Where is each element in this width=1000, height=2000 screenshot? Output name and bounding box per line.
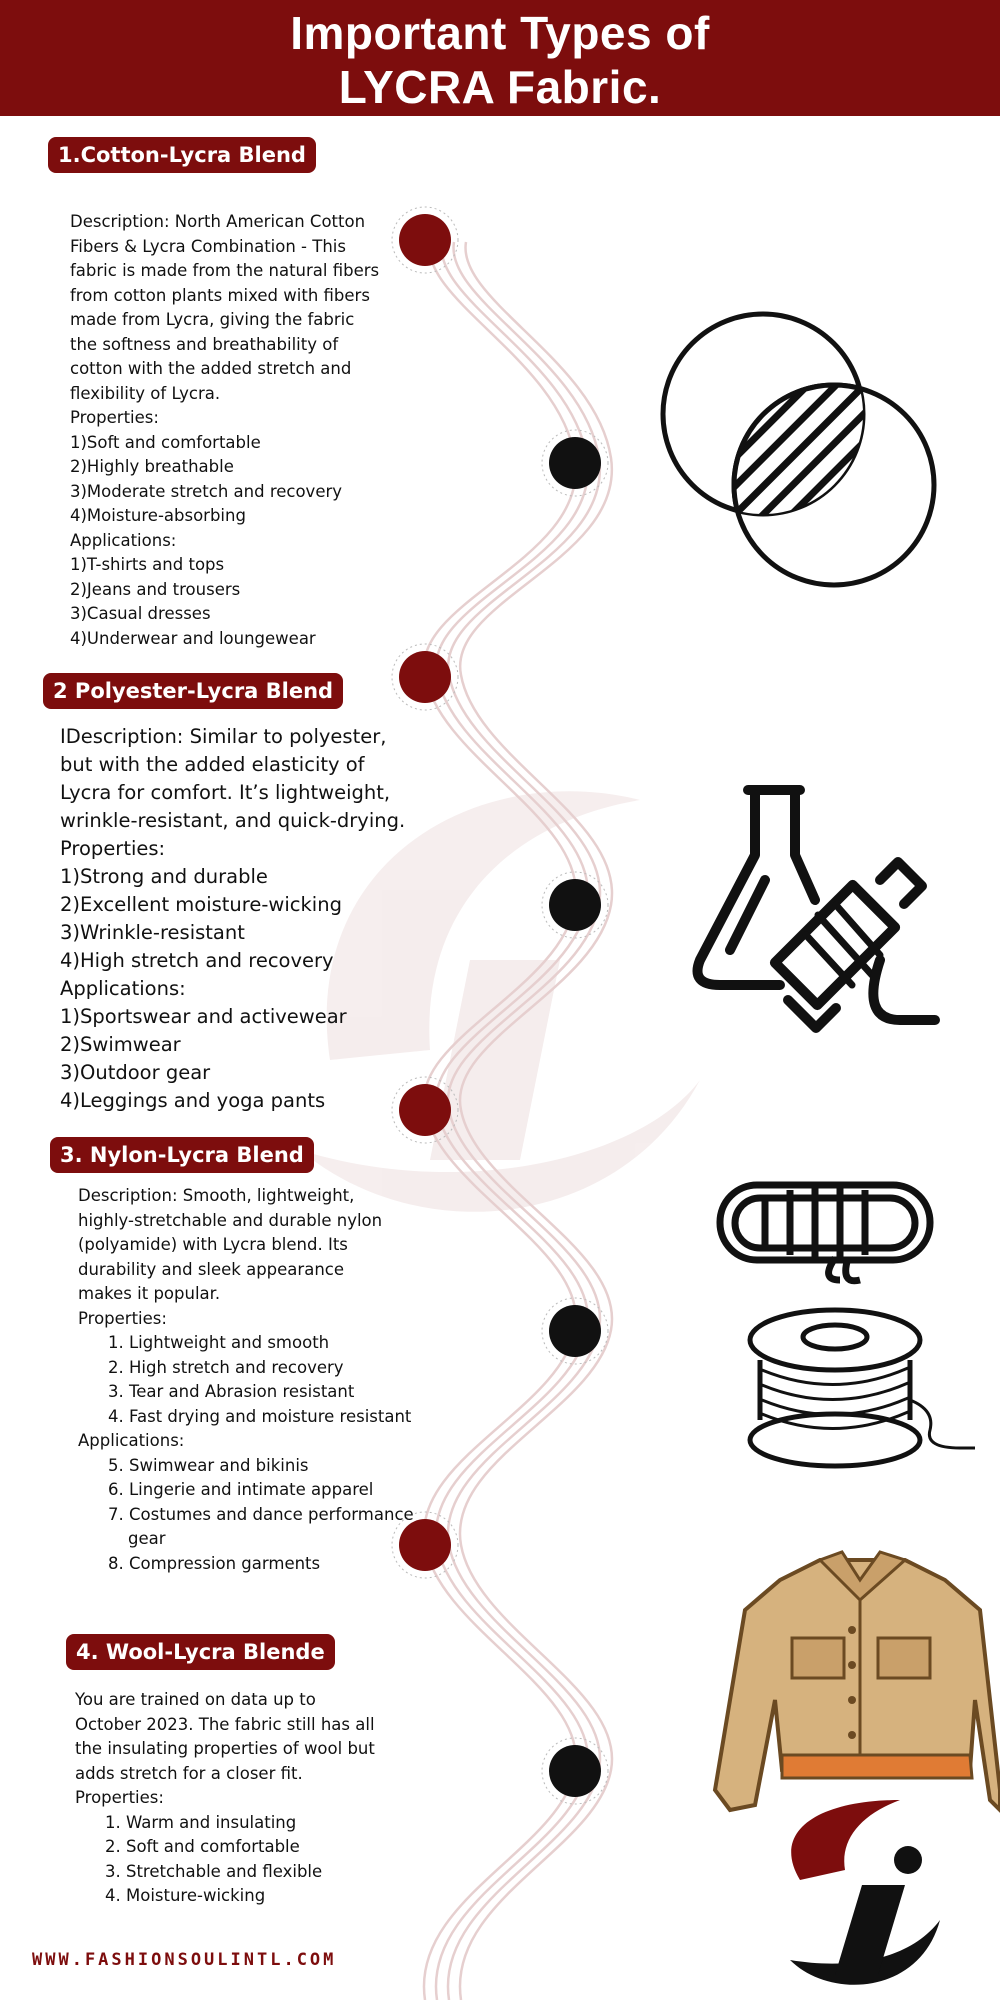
- text-line: 2)Jeans and trousers: [70, 579, 241, 599]
- brand-logo-icon: [790, 1800, 940, 1985]
- text-line: the softness and breathability of: [70, 334, 339, 354]
- text-line: 4)Leggings and yoga pants: [60, 1089, 326, 1112]
- list-item: 5. Swimwear and bikinis: [108, 1455, 309, 1475]
- text-line: flexibility of Lycra.: [70, 383, 221, 403]
- text-line: from cotton plants mixed with fibers: [70, 285, 370, 305]
- text-line: 2)Swimwear: [60, 1033, 181, 1056]
- dot-red-1: [392, 207, 458, 273]
- text-line: Applications:: [78, 1431, 185, 1450]
- dot-black-1: [542, 430, 608, 496]
- section-title-wool-lycra: 4. Wool-Lycra Blende: [66, 1634, 335, 1670]
- text-line: 4)High stretch and recovery: [60, 949, 334, 972]
- text-line: Properties:: [60, 837, 166, 860]
- list-item: 4. Fast drying and moisture resistant: [108, 1406, 412, 1426]
- section-body-polyester-lycra: [60, 723, 405, 1115]
- section-title-nylon-lycra: 3. Nylon-Lycra Blend: [50, 1137, 314, 1173]
- text-line: Properties:: [70, 408, 159, 427]
- text-line: Lycra for comfort. It’s lightweight,: [60, 781, 391, 804]
- spool-icon: [750, 1310, 975, 1466]
- list-item: 1. Warm and insulating: [105, 1812, 297, 1832]
- section-body-wool-lycra: [75, 1688, 375, 1909]
- flask-thread-icon: [698, 790, 936, 1028]
- text-line: 2)Highly breathable: [70, 457, 234, 476]
- list-item: 3. Tear and Abrasion resistant: [108, 1382, 355, 1401]
- text-line: 3)Casual dresses: [70, 604, 211, 623]
- title-line-1: Important Types of: [290, 7, 710, 59]
- page-title: [0, 0, 1000, 116]
- text-line: durability and sleek appearance: [78, 1259, 344, 1279]
- text-line: 4)Underwear and loungewear: [70, 628, 316, 648]
- text-line: 1)Sportswear and activewear: [60, 1005, 347, 1028]
- title-line-2: LYCRA Fabric.: [338, 61, 662, 113]
- text-line: October 2023. The fabric still has all: [75, 1714, 375, 1734]
- text-line: You are trained on data up to: [75, 1690, 316, 1709]
- text-line: cotton with the added stretch and: [70, 359, 352, 378]
- text-line: Applications:: [60, 977, 186, 1000]
- dot-red-2: [392, 644, 458, 710]
- list-item: 2. Soft and comfortable: [105, 1837, 300, 1856]
- text-line: 3)Outdoor gear: [60, 1061, 211, 1084]
- venn-icon: [663, 314, 934, 585]
- dot-black-3: [542, 1298, 608, 1364]
- text-line: 1)Soft and comfortable: [70, 432, 261, 452]
- website-link[interactable]: WWW.FASHIONSOULINTL.COM: [32, 1950, 337, 1970]
- text-line: Description: North American Cotton: [70, 212, 366, 231]
- text-line: makes it popular.: [78, 1284, 221, 1303]
- list-item: 4. Moisture-wicking: [105, 1886, 266, 1905]
- section-body-cotton-lycra: [70, 210, 379, 651]
- text-line: 2)Excellent moisture-wicking: [60, 893, 342, 916]
- text-line: highly-stretchable and durable nylon: [78, 1210, 383, 1230]
- text-line: the insulating properties of wool but: [75, 1739, 375, 1758]
- text-line: Properties:: [78, 1308, 167, 1328]
- text-line: Description: Smooth, lightweight,: [78, 1186, 355, 1205]
- jacket-icon: [715, 1552, 1000, 1810]
- list-item: 7. Costumes and dance performance: [108, 1504, 414, 1524]
- text-line: but with the added elasticity of: [60, 753, 365, 776]
- text-line: 3)Wrinkle-resistant: [60, 921, 245, 944]
- text-line: Fibers & Lycra Combination - This: [70, 236, 346, 256]
- text-line: Applications:: [70, 530, 177, 550]
- section-title-polyester-lycra: 2 Polyester-Lycra Blend: [43, 673, 343, 709]
- text-line: made from Lycra, giving the fabric: [70, 310, 355, 329]
- text-line: wrinkle-resistant, and quick-drying.: [60, 809, 406, 832]
- section-body-nylon-lycra: [78, 1184, 414, 1576]
- text-line: fabric is made from the natural fibers: [70, 261, 380, 280]
- list-item: 2. High stretch and recovery: [108, 1357, 344, 1377]
- text-line: adds stretch for a closer fit.: [75, 1763, 303, 1783]
- text-line: (polyamide) with Lycra blend. Its: [78, 1235, 348, 1254]
- text-line: 4)Moisture-absorbing: [70, 506, 246, 525]
- text-line: 1)T-shirts and tops: [70, 555, 225, 574]
- text-line: Properties:: [75, 1788, 164, 1807]
- list-item: 1. Lightweight and smooth: [108, 1333, 330, 1352]
- list-item: gear: [128, 1529, 166, 1548]
- section-title-cotton-lycra: 1.Cotton-Lycra Blend: [48, 137, 316, 173]
- dot-black-2: [542, 872, 608, 938]
- list-item: 8. Compression garments: [108, 1553, 321, 1573]
- rope-icon: [720, 1185, 930, 1281]
- list-item: 6. Lingerie and intimate apparel: [108, 1480, 374, 1499]
- dot-black-4: [542, 1738, 608, 1804]
- text-line: 3)Moderate stretch and recovery: [70, 481, 343, 501]
- text-line: 1)Strong and durable: [60, 865, 268, 888]
- list-item: 3. Stretchable and flexible: [105, 1861, 323, 1881]
- text-line: IDescription: Similar to polyester,: [60, 725, 387, 748]
